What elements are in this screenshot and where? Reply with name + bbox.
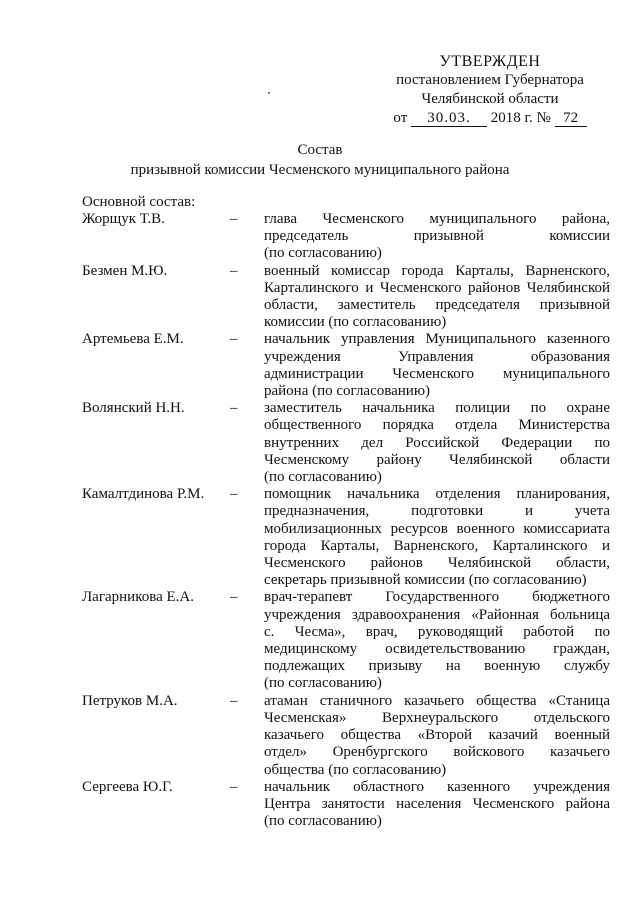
member-role-line: предназначения, подготовки и учета [264,503,610,520]
member-name: Сергеева Ю.Г. [82,778,173,795]
member-role-line: Чесменская» Верхнеуральского отдельского [264,709,610,726]
member-dash: – [230,211,238,227]
member-row [82,400,610,486]
member-name: Безмен М.Ю. [82,262,168,279]
member-name: Лагарникова Е.А. [82,589,195,606]
member-role-line: комиссии (по согласованию) [264,314,447,331]
member-role-line: секретарь призывной комиссии (по согласованию) [264,572,587,589]
member-role-line: помощник начальника отделения планирования, [264,486,610,503]
member-role-line: Карталинского и Чесменского районов Челябинской [264,279,610,296]
member-role-line: атаман станичного казачьего общества «Станица [264,692,610,709]
member-role-line: учреждения Управления образования [264,348,610,365]
member-role-line: медицинскому освидетельствованию граждан, [264,641,610,658]
member-role-line: отдел» Оренбургского войскового казачьего [264,744,610,761]
member-role-line: района (по согласованию) [264,383,431,400]
member-row [82,589,610,692]
member-dash: – [230,486,238,503]
member-dash: – [230,331,238,348]
member-name: Артемьева Е.М. [82,331,184,348]
member-role [264,400,610,486]
member-role-line: (по согласованию) [264,469,382,486]
approval-line-2: Челябинской области [421,91,559,107]
member-row [82,486,610,589]
member-role [264,331,610,400]
member-role [264,779,610,831]
member-role-line: общества (по согласованию) [264,761,447,778]
approval-date-line [380,109,600,128]
member-role-line: казачьего общества «Второй казачий военный [264,727,610,744]
member-role-line: глава Чесменского муниципального района, [264,211,610,227]
member-role-line: врач-терапевт Государственного бюджетного [264,589,610,606]
member-row [82,211,610,263]
member-role-line: города Карталы, Варненского, Карталинского и [264,537,610,554]
approval-number: 72 [555,110,587,127]
member-role [264,263,610,332]
approval-title: УТВЕРЖДЕН [439,53,541,70]
members-list [82,211,610,830]
member-role [264,211,610,263]
member-role [264,693,610,779]
scan-speck [268,92,270,94]
member-role-line: администрации Чесменского муниципального [264,365,610,382]
member-role-line: учреждения здравоохранения «Районная больница [264,606,610,623]
approval-year: 2018 г. № [490,110,551,126]
member-name: Волянский Н.Н. [82,400,185,417]
member-role-line: военный комиссар города Карталы, Варненского, [264,262,610,279]
member-role-line: мобилизационных ресурсов военного комиссариата [264,520,610,537]
member-role-line: начальник областного казенного учреждения [264,778,610,795]
approval-line-1: постановлением Губернатора [396,72,584,88]
approval-date-prefix: от [393,110,408,126]
member-dash: – [230,778,238,795]
section-label: Основной состав: [82,194,196,210]
member-role [264,589,610,692]
member-role-line: (по согласованию) [264,813,382,830]
approval-date: 30.03. [411,110,487,127]
member-role-line: (по согласованию) [264,245,382,262]
member-row [82,693,610,779]
member-role-line: (по согласованию) [264,675,382,692]
member-name: Камалтдинова Р.М. [82,486,205,503]
member-role-line: внутренних дел Российской Федерации по [264,434,610,451]
member-row [82,263,610,332]
member-role-line: области, заместитель председателя призывной [264,297,610,314]
member-role-line: Чесменского районов Челябинской области, [264,555,610,572]
member-role-line: начальник управления Муниципального казенного [264,331,610,348]
member-role-line: подлежащих призыву на военную службу [264,658,610,675]
member-role-line: председатель призывной комиссии [264,228,610,245]
document-title-line-2: призывной комиссии Чесменского муниципального района [130,162,510,178]
member-role-line: общественного порядка отдела Министерства [264,417,610,434]
document-title-line-1: Состав [297,142,343,158]
approval-stamp [380,52,600,128]
member-dash: – [230,692,238,709]
document-title [0,140,640,180]
member-dash: – [230,262,238,279]
member-role-line: заместитель начальника полиции по охране [264,400,610,417]
member-row [82,779,610,831]
member-role [264,486,610,589]
member-row [82,331,610,400]
member-dash: – [230,589,238,606]
member-role-line: Чесменскому району Челябинской области [264,451,610,468]
member-dash: – [230,400,238,417]
member-name: Петруков М.А. [82,692,178,709]
member-name: Жорщук Т.В. [82,211,165,227]
member-role-line: Центра занятости населения Чесменского района [264,795,610,812]
member-role-line: с. Чесма», врач, руководящий работой по [264,623,610,640]
